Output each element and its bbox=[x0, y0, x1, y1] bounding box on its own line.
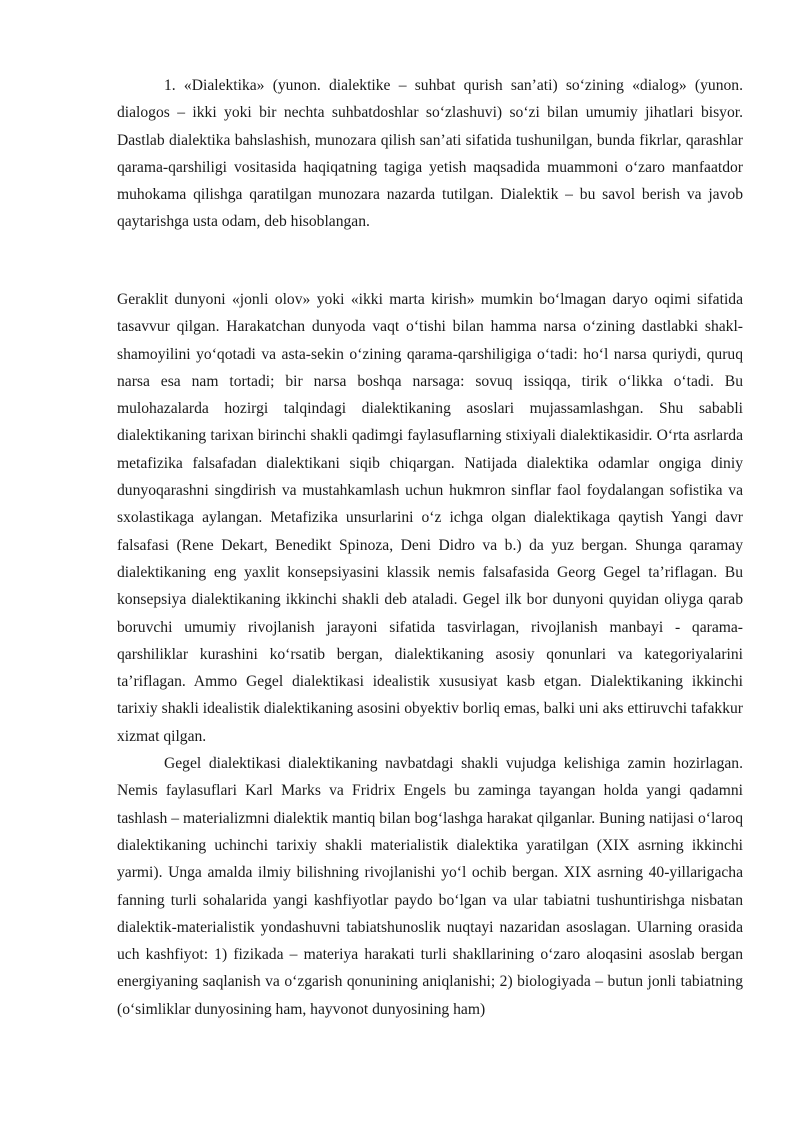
paragraph-gegel: Gegel dialektikasi dialektikaning navbatdagi shakli vujudga kelishiga zamin hozirlagan. Nemis faylasuflari Karl Marks va Fridrix Engels bu zaminga tayangan holda yangi qadamni tashlash – materializmni dialektik mantiq bilan bog‘lashga harakat qilganlar. Buning natijasi o‘laroq dialektikaning uchinchi tarixiy shakli materialistik dialektika yaratilgan (XIX asrning ikkinchi yarmi). Unga amalda ilmiy bilishning rivojlanishi yo‘l ochib bergan. XIX asrning 40-yillarigacha fanning turli sohalarida yangi kashfiyotlar paydo bo‘lgan va ular tabiatni tushuntirishga nisbatan dialektik-materialistik yondashuvni tabiatshunoslik nuqtayi nazaridan asoslagan. Ularning orasida uch kashfiyot: 1) fizikada – materiya harakati turli shakllarining o‘zaro aloqasini asoslab bergan energiyaning saqlanish va o‘zgarish qonunining aniqlanishi; 2) biologiyada – butun jonli tabiatning (o‘simliklar dunyosining ham, hayvonot dunyosining ham) bbox=[117, 755, 743, 1018]
paragraph-geraklit: Geraklit dunyoni «jonli olov» yoki «ikki marta kirish» mumkin bo‘lmagan daryo oqimi sifatida tasavvur qilgan. Harakatchan dunyoda vaqt o‘tishi bilan hamma narsa o‘zining dastlabki shakl-shamoyilini yo‘qotadi va asta-sekin o‘zining qarama-qarshiligiga o‘tadi: ho‘l narsa quriydi, quruq narsa esa nam tortadi; bir narsa boshqa narsaga: sovuq issiqqa, tirik o‘likka o‘tadi. Bu mulohazalarda hozirgi talqindagi dialektikaning asoslari mujassamlashgan. Shu sababli dialektikaning tarixan birinchi shakli qadimgi faylasuflarning stixiyali dialektikasidir. O‘rta asrlarda metafizika falsafadan dialektikani siqib chiqargan. Natijada dialektika odamlar ongiga diniy dunyoqarashni singdirish va mustahkamlash uchun hukmron sinflar faol foydalangan sofistika va sxolastikaga aylangan. Metafizika unsurlarini o‘z ichga olgan dialektikaga qaytish Yangi davr falsafasi (Rene Dekart, Benedikt Spinoza, Deni Didro va b.) da yuz bergan. Shunga qaramay dialektikaning eng yaxlit konsepsiyasini klassik nemis falsafasida Georg Gegel ta’riflagan. Bu konsepsiya dialektikaning ikkinchi shakli deb ataladi. Gegel ilk bor dunyoni quyidan oliyga qarab boruvchi umumiy rivojlanish jarayoni sifatida tasvirlagan, rivojlanish manbayi - qarama-qarshiliklar kurashini ko‘rsatib bergan, dialektikaning asosiy qonunlari va kategoriyalarini ta’riflagan. Ammo Gegel dialektikasi idealistik xususiyat kasb etgan. Dialektikaning ikkinchi tarixiy shakli idealistik dialektikaning asosini obyektiv borliq emas, balki uni aks ettiruvchi tafakkur xizmat qilgan. bbox=[117, 291, 743, 745]
section-intro bbox=[117, 72, 743, 236]
section-history bbox=[117, 286, 743, 1023]
paragraph-dialektika-definition: 1. «Dialektika» (yunon. dialektike – suhbat qurish san’ati) so‘zining «dialog» (yunon. dialogos – ikki yoki bir nechta suhbatdoshlar so‘zlashuvi) so‘zi bilan umumiy jihatlari bisyor. Dastlab dialektika bahslashish, munozara qilish san’ati sifatida tushunilgan, bunda fikrlar, qarashlar qarama-qarshiligi vositasida haqiqatning tagiga yetish maqsadida muammoni o‘zaro manfaatdor muhokama qilishga qaratilgan munozara nazarda tutilgan. Dialektik – bu savol berish va javob qaytarishga usta odam, deb hisoblangan. bbox=[117, 77, 743, 231]
